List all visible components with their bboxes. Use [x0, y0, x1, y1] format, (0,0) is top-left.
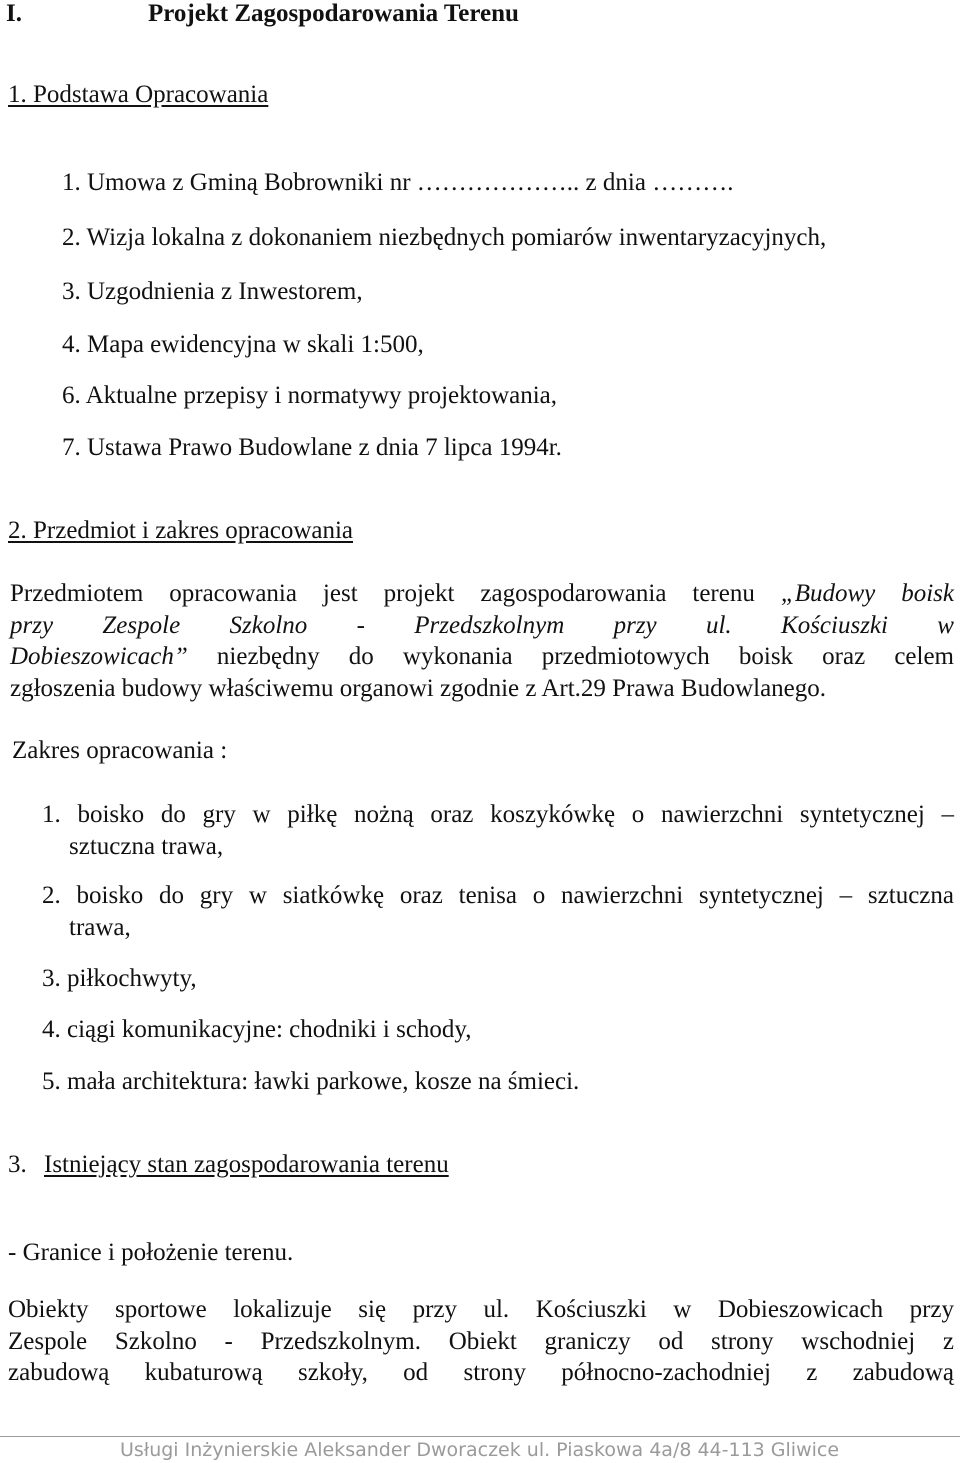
- section1-item-7: 7. Ustawa Prawo Budowlane z dnia 7 lipca 1994r.: [62, 434, 562, 461]
- page-title: Projekt Zagospodarowania Terenu: [148, 0, 519, 27]
- section2-paragraph-line-1: [10, 578, 954, 610]
- section1-title: 1. Podstawa Opracowania: [8, 81, 269, 108]
- scope-item-2: 2. boisko do gry w siatkówkę oraz tenisa o nawierzchni syntetycznej – sztuczna: [42, 882, 954, 909]
- section3-paragraph-line-2: Zespole Szkolno - Przedszkolnym. Obiekt graniczy od strony wschodniej z: [8, 1328, 954, 1355]
- section1-item-4: 4. Mapa ewidencyjna w skali 1:500,: [62, 331, 424, 358]
- section3-paragraph-line-1: Obiekty sportowe lokalizuje się przy ul. Kościuszki w Dobieszowicach przy: [8, 1296, 954, 1323]
- footer-divider: [0, 1436, 960, 1437]
- section2-paragraph-line-4: zgłoszenia budowy właściwemu organowi zgodnie z Art.29 Prawa Budowlanego.: [10, 675, 827, 702]
- section1-item-3: 3. Uzgodnienia z Inwestorem,: [62, 278, 363, 305]
- scope-item-2-continuation: trawa,: [69, 914, 131, 941]
- paragraph-italic-text: „Budowy boisk: [780, 580, 955, 607]
- section3-paragraph-line-3: zabudową kubaturową szkoły, od strony północno-zachodniej z zabudową: [8, 1359, 954, 1386]
- section2-paragraph-line-3: [10, 641, 954, 673]
- section1-item-6: 6. Aktualne przepisy i normatywy projektowania,: [62, 382, 558, 409]
- paragraph-text: niezbędny do wykonania przedmiotowych boisk oraz celem: [216, 643, 955, 670]
- section1-item-1: 1. Umowa z Gminą Bobrowniki nr ……………….. z dnia ……….: [62, 169, 734, 196]
- section2-title: 2. Przedmiot i zakres opracowania: [8, 517, 354, 544]
- scope-item-3: 3. piłkochwyty,: [42, 965, 197, 992]
- paragraph-italic-text: Dobieszowicach”: [10, 643, 188, 670]
- section3-number: 3.: [8, 1151, 27, 1178]
- section1-item-2: 2. Wizja lokalna z dokonaniem niezbędnych pomiarów inwentaryzacyjnych,: [62, 224, 827, 251]
- page-footer: Usługi Inżynierskie Aleksander Dworaczek ul. Piaskowa 4a/8 44-113 Gliwice: [120, 1439, 840, 1461]
- scope-label: Zakres opracowania :: [12, 737, 228, 764]
- scope-item-1: 1. boisko do gry w piłkę nożną oraz koszykówkę o nawierzchni syntetycznej –: [42, 801, 954, 828]
- scope-item-4: 4. ciągi komunikacyjne: chodniki i schody,: [42, 1016, 472, 1043]
- section3-title: Istniejący stan zagospodarowania terenu: [44, 1151, 449, 1178]
- section3-subheading: - Granice i położenie terenu.: [8, 1239, 294, 1266]
- scope-item-5: 5. mała architektura: ławki parkowe, kosze na śmieci.: [42, 1068, 580, 1095]
- section2-paragraph-line-2: przy Zespole Szkolno - Przedszkolnym przy ul. Kościuszki w: [10, 612, 954, 639]
- scope-item-1-continuation: sztuczna trawa,: [69, 833, 224, 860]
- heading-number: I.: [6, 0, 22, 27]
- paragraph-text: Przedmiotem opracowania jest projekt zagospodarowania terenu: [10, 580, 755, 607]
